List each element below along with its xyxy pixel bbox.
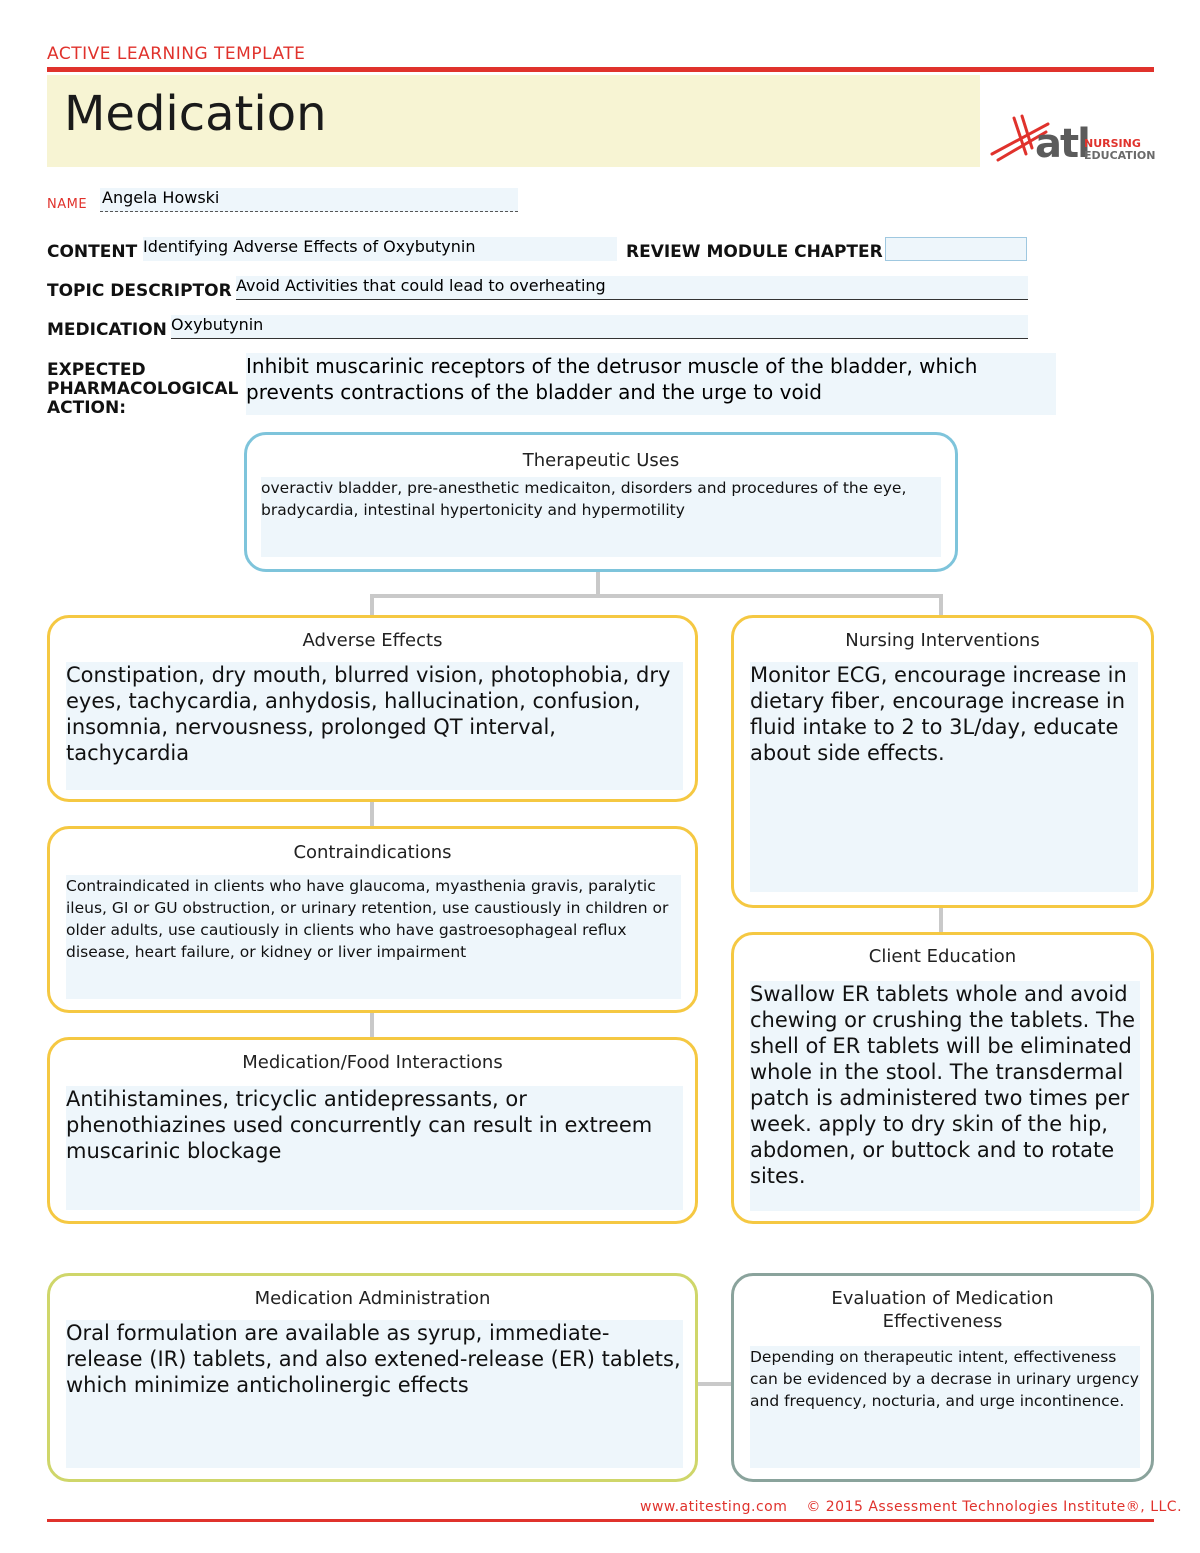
name-field[interactable]: Angela Howski — [100, 188, 518, 212]
name-label: NAME — [47, 197, 88, 212]
expected-action-field[interactable]: Inhibit muscarinic receptors of the detrusor muscle of the bladder, which prevents contractions of the bladder and the urge to void — [246, 353, 1056, 415]
evaluation-title-line2: Effectiveness — [882, 1311, 1003, 1332]
med-administration-box — [47, 1273, 698, 1482]
therapeutic-uses-title: Therapeutic Uses — [522, 450, 680, 471]
contraindications-box — [47, 826, 698, 1013]
client-education-field[interactable]: Swallow ER tablets whole and avoid chewing or crushing the tablets. The shell of ER tablets will be eliminated whole in the stool. The transdermal patch is administered two times per week. apply to dry skin of the hip, abdomen, or buttock and to rotate sites. — [750, 981, 1140, 1211]
footer-copyright: © 2015 Assessment Technologies Institute®, LLC. — [806, 1499, 1183, 1515]
med-food-interactions-box — [47, 1037, 698, 1224]
evaluation-field[interactable]: Depending on therapeutic intent, effectiveness can be evidenced by a decrase in urinary urgency and frequency, nocturia, and urge incontinence. — [750, 1346, 1140, 1468]
evaluation-box — [731, 1273, 1154, 1482]
therapeutic-uses-field[interactable]: overactiv bladder, pre-anesthetic medicaiton, disorders and procedures of the eye, bradycardia, intestinal hypertonicity and hypermotility — [261, 477, 941, 557]
adverse-effects-field[interactable]: Constipation, dry mouth, blurred vision, photophobia, dry eyes, tachycardia, anhydosis, hallucination, confusion, insomnia, nervousness, prolonged QT interval, tachycardia — [66, 662, 683, 790]
connector-line — [939, 907, 943, 933]
logo-subtitle — [1084, 138, 1155, 162]
logo-subtitle-line2: EDUCATION — [1084, 149, 1156, 162]
header-rule — [47, 67, 1154, 72]
review-module-label: REVIEW MODULE CHAPTER — [626, 242, 883, 262]
evaluation-title-line1: Evaluation of Medication — [831, 1288, 1054, 1309]
topic-descriptor-label: TOPIC DESCRIPTOR — [47, 281, 232, 301]
logo-subtitle-line1: NURSING — [1084, 137, 1141, 150]
nursing-interventions-box — [731, 615, 1154, 908]
therapeutic-uses-box — [244, 432, 958, 572]
connector-line — [370, 801, 374, 827]
client-education-title: Client Education — [868, 946, 1017, 967]
medication-label: MEDICATION — [47, 320, 167, 340]
med-food-interactions-field[interactable]: Antihistamines, tricyclic antidepressants, or phenothiazines used concurrently can result in extreem muscarinic blockage — [66, 1086, 683, 1210]
med-food-interactions-title: Medication/Food Interactions — [242, 1052, 503, 1073]
connector-line — [596, 572, 600, 596]
review-module-field[interactable] — [885, 237, 1027, 261]
nursing-interventions-field[interactable]: Monitor ECG, encourage increase in dietary fiber, encourage increase in fluid intake to 2 to 3L/day, educate about side effects. — [750, 662, 1138, 892]
nursing-interventions-title: Nursing Interventions — [845, 630, 1040, 651]
topic-descriptor-field[interactable]: Avoid Activities that could lead to overheating — [236, 276, 1028, 300]
expected-action-label-line2: PHARMACOLOGICAL — [47, 379, 239, 399]
connector-line — [370, 594, 374, 616]
adverse-effects-title: Adverse Effects — [302, 630, 443, 651]
logo-wordmark: atl — [1035, 121, 1089, 167]
connector-line — [939, 594, 943, 616]
expected-action-label — [47, 361, 238, 418]
footer-url[interactable]: www.atitesting.com — [640, 1499, 788, 1515]
evaluation-title — [734, 1287, 1151, 1333]
footer — [640, 1499, 1196, 1515]
medication-field[interactable]: Oxybutynin — [171, 315, 1028, 339]
adverse-effects-box — [47, 615, 698, 802]
connector-line — [370, 594, 943, 598]
content-label: CONTENT — [47, 242, 138, 262]
connector-line — [697, 1382, 732, 1386]
connector-line — [370, 1012, 374, 1038]
client-education-box — [731, 932, 1154, 1224]
contraindications-field[interactable]: Contraindicated in clients who have glaucoma, myasthenia gravis, paralytic ileus, GI or GU obstruction, or urinary retention, use caustiously in children or older adults, use cautiously in clients who have gastroesophageal reflux disease, heart failure, or kidney or liver impairment — [66, 875, 681, 999]
page-title: Medication — [64, 86, 327, 142]
contraindications-title: Contraindications — [293, 842, 452, 863]
expected-action-label-line3: ACTION: — [47, 398, 127, 418]
med-administration-title: Medication Administration — [254, 1288, 491, 1309]
med-administration-field[interactable]: Oral formulation are available as syrup, immediate-release (IR) tablets, and also extened-release (ER) tablets, which minimize anticholinergic effects — [66, 1320, 683, 1468]
expected-action-label-line1: EXPECTED — [47, 360, 146, 380]
template-label: ACTIVE LEARNING TEMPLATE — [47, 44, 306, 64]
content-field[interactable]: Identifying Adverse Effects of Oxybutynin — [143, 237, 617, 261]
footer-rule — [47, 1519, 1154, 1522]
